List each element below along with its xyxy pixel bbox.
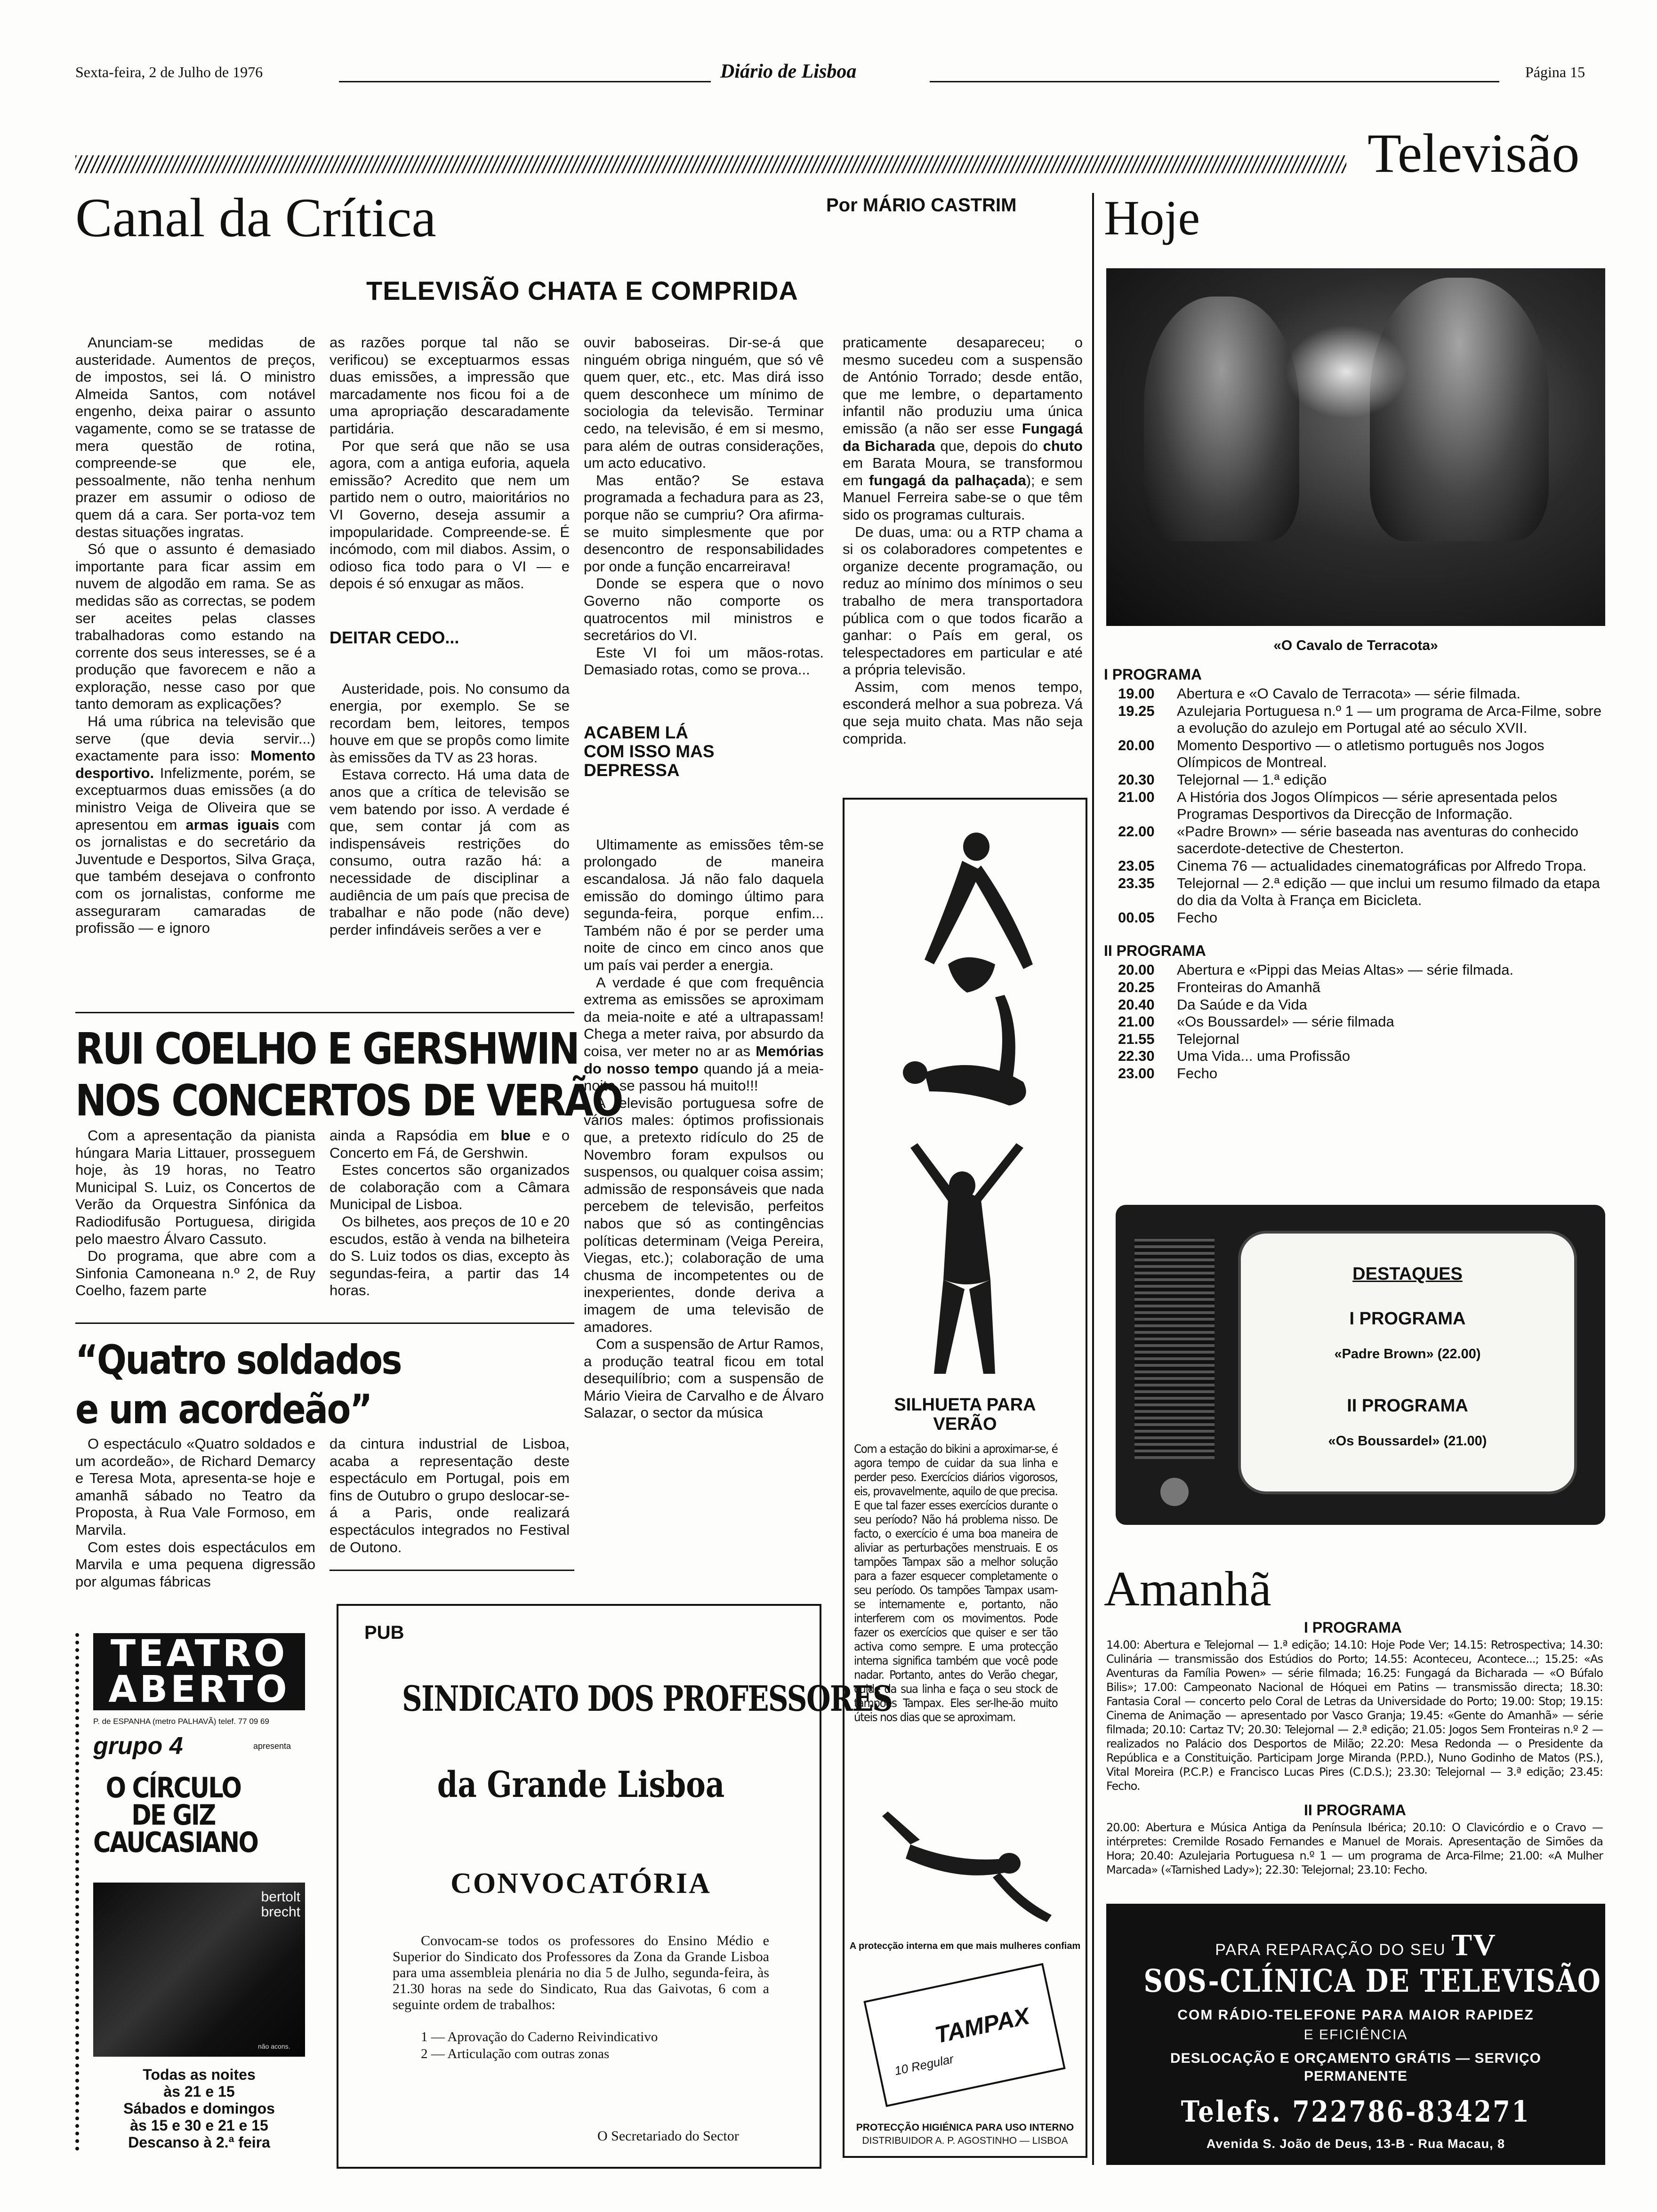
sindicato-title-1: SINDICATO DOS PROFESSORES	[402, 1679, 893, 1719]
destaques-title: DESTAQUES	[1352, 1264, 1463, 1284]
section-title: Televisão	[1367, 122, 1580, 184]
teatro-note: não acons.	[258, 2043, 290, 2050]
sos-line-1: PARA REPARAÇÃO DO SEU TV	[1215, 1928, 1496, 1962]
critica-col3	[584, 334, 824, 1422]
hoje-divider	[1092, 193, 1094, 2165]
sos-ad	[1106, 1904, 1605, 2165]
schedule-row	[1118, 996, 1608, 1014]
sindicato-pub: PUB	[364, 1622, 404, 1643]
teatro-group: grupo 4	[93, 1732, 183, 1760]
photo-figure-left	[1144, 297, 1299, 541]
schedule-row	[1118, 875, 1608, 909]
sos-line-5: DESLOCAÇÃO E ORÇAMENTO GRÁTIS — SERVIÇO	[1170, 2051, 1541, 2066]
schedule-row	[1118, 858, 1608, 875]
concertos-para: Os bilhetes, aos preços de 10 e 20 escudos, estão à venda na bilheteira do S. Luiz todos os dias, excepto às segundas-feira, a partir das 14 horas.	[330, 1213, 570, 1299]
tampax-title-2: VERÃO	[933, 1414, 997, 1434]
critica-para: Com a suspensão de Artur Ramos, a produção teatral ficou em total desequilíbrio; com a suspensão de Mário Vieira de Carvalho e de Álvaro Salazar, o sector da música	[584, 1336, 824, 1421]
hoje-p2-list	[1104, 962, 1608, 1082]
critica-para: Anunciam-se medidas de austeridade. Aumentos de preços, de impostos, sei lá. O ministro Almeida Santos, com notável engenho, deixa pairar o assunto vagamente, como se se tratasse de mera questão de rotina, compreende-se que ele, pessoalmente, não tenha nenhum prazer em assumir o odioso de quem dá a cara. Ser porta-voz tem destas situações ingratas.	[75, 334, 315, 540]
masthead-rule-left	[339, 81, 711, 82]
schedule-row	[1118, 703, 1608, 737]
schedule-time: 19.00	[1118, 685, 1155, 702]
schedule-row	[1118, 823, 1608, 858]
schedule-time: 20.00	[1118, 737, 1155, 753]
teatro-times-3: Sábados e domingos	[123, 2100, 275, 2117]
masthead-paper: Diário de Lisboa	[720, 61, 857, 82]
schedule-row	[1118, 685, 1608, 703]
sindicato-title-3: CONVOCATÓRIA	[450, 1867, 711, 1899]
sos-line-6: PERMANENTE	[1303, 2068, 1408, 2084]
schedule-desc: Da Saúde e da Vida	[1177, 996, 1307, 1013]
tampax-footer-2: DISTRIBUIDOR A. P. AGOSTINHO — LISBOA	[862, 2135, 1068, 2146]
critica-col4	[843, 334, 1083, 747]
critica-para: Estava correcto. Há uma data de anos que a crítica de televisão se vem batendo por isso. A verdade é que, sem contar já com as indispensáveis restrições do consumo, outra razão há: a necessidade de disciplinar a audiência de um país que precisa de trabalhar e não pode (não deve) perder infindáveis serões a ver e	[330, 766, 570, 938]
critica-para: Assim, com menos tempo, esconderá melhor a sua pobreza. Vá que seja muito chata. Mas não seja comprida.	[843, 678, 1083, 747]
soldados-col2	[330, 1435, 570, 1556]
schedule-time: 21.00	[1118, 788, 1155, 805]
hoje-photo-caption: «O Cavalo de Terracota»	[1273, 638, 1438, 653]
schedule-desc: Telejornal — 2.ª edição — que inclui um resumo filmado da etapa do dia da Volta à França em Bicicleta.	[1177, 874, 1600, 909]
soldados-para: da cintura industrial de Lisboa, acaba a representação deste espectáculo em Portugal, pois em fins de Outubro o grupo deslocar-se-á a Paris, onde realizará espectáculos integrados no Festival de Outono.	[330, 1435, 570, 1555]
tampax-box	[863, 1963, 1065, 2107]
photo-figure-right	[1370, 278, 1549, 541]
schedule-time: 23.05	[1118, 857, 1155, 874]
schedule-row	[1118, 1031, 1608, 1048]
concertos-headline-2: NOS CONCERTOS DE VERÃO	[75, 1075, 622, 1126]
critica-para: ouvir baboseiras. Dir-se-á que ninguém obriga ninguém, que só vê quem quer, etc., etc. Mas dirá isso quem desconhece um mínimo de sociologia da televisão. Terminar cedo, na televisão, é em si mesmo, para além de outras considerações, um acto educativo.	[584, 334, 824, 472]
schedule-row	[1118, 909, 1608, 927]
section-hatch-band	[75, 155, 1346, 173]
teatro-logo: TEATRO ABERTO	[93, 1633, 305, 1710]
schedule-desc: Cinema 76 — actualidades cinematográficas por Alfredo Tropa.	[1177, 857, 1587, 874]
concertos-headline-1: RUI COELHO E GERSHWIN	[75, 1024, 579, 1074]
hoje-p1-list	[1104, 685, 1608, 926]
concertos-para: Do programa, que abre com a Sinfonia Camoneana n.º 2, de Ruy Coelho, fazem parte	[75, 1248, 315, 1299]
sindicato-sign: O Secretariado do Sector	[597, 2128, 739, 2144]
critica-para: Este VI foi um mãos-rotas. Demasiado rotas, como se prova...	[584, 644, 824, 678]
photo-light	[1285, 325, 1408, 419]
schedule-desc: Fronteiras do Amanhã	[1177, 978, 1321, 995]
critica-para: as razões porque tal não se verificou) se exceptuarmos essas duas emissões, a impressão que marcadamente nos ficou foi a de uma apropriação descaradamente partidária.	[330, 334, 570, 437]
tampax-ad	[843, 798, 1087, 2158]
soldados-headline-1: “Quatro soldados	[75, 1337, 401, 1384]
schedule-row	[1118, 1065, 1608, 1082]
masthead-date: Sexta-feira, 2 de Julho de 1976	[75, 64, 263, 80]
teatro-aberto-ad	[75, 1633, 311, 2151]
tampax-text: Com a estação do bikini a aproximar-se, é agora tempo de cuidar da sua linha e perder peso. Exercícios diários vigorosos, eis, provavelmente, aquilo de que precisa. E que tal fazer esses exercícios durante o seu período? Não há problema nisso. De facto, o exercício é uma boa maneira de aliviar as perturbações menstruais. E os tampões Tampax são a melhor solução para a fazer esquecer completamente o seu período. Os tampões Tampax usam-se internamente e, portanto, não interferem com os movimentos. Pode fazer os exercícios que quiser e ser tão activa como sempre. E uma protecção interna significa também que você pode nadar. Portanto, antes do Verão chegar, cuide da sua linha e faça o seu stock de tampões Tampax. Eles ser-lhe-ão muito úteis nos dias que se aproximam.	[854, 1442, 1058, 1724]
concertos-col1	[75, 1127, 315, 1299]
schedule-desc: Momento Desportivo — o atletismo português nos Jogos Olímpicos de Montreal.	[1177, 737, 1544, 771]
schedule-time: 22.00	[1118, 823, 1155, 840]
sos-phone: Telefs. 722786-834271	[1181, 2094, 1531, 2129]
hoje-p1-title: I PROGRAMA	[1104, 666, 1202, 683]
schedule-time: 21.55	[1118, 1030, 1155, 1047]
schedule-desc: Fecho	[1177, 909, 1218, 926]
critica-para: A televisão portuguesa sofre de vários males: óptimos profissionais que, a pretexto ridículo do 25 de Novembro foram expulsos ou suspensos, ou qualquer coisa assim; admissão de responsáveis que nada percebem de televisão, perfeitos nabos que só as contingências políticas determinam (Veiga Pereira, Viegas, etc.); colaboração de uma chusma de incompetentes ou de inexperientes, donde deriva a imagem de uma televisão de amadores.	[584, 1094, 824, 1335]
teatro-presents: apresenta	[253, 1741, 291, 1751]
schedule-desc: A História dos Jogos Olímpicos — série apresentada pelos Programas Desportivos da Direcção de Informação.	[1177, 788, 1558, 823]
critica-headline: TELEVISÃO CHATA E COMPRIDA	[366, 276, 798, 305]
concertos-para: Estes concertos são organizados de colaboração com a Câmara Municipal de Lisboa.	[330, 1162, 570, 1213]
schedule-desc: Abertura e «O Cavalo de Terracota» — série filmada.	[1177, 685, 1521, 702]
schedule-row	[1118, 979, 1608, 996]
schedule-row	[1118, 789, 1608, 823]
tampax-title-1: SILHUETA PARA	[894, 1395, 1036, 1415]
critica-para: Austeridade, pois. No consumo da energia, por exemplo. Se se recordam bem, leitores, tempos houve em que se propôs como limite às emissões da TV as 23 horas.	[330, 680, 570, 766]
concertos-para: Com a apresentação da pianista húngara Maria Littauer, prosseguem hoje, às 19 horas, no Teatro Municipal S. Luiz, os Concertos de Verão da Orquestra Sinfónica da Radiodifusão Portuguesa, dirigida pelo maestro Álvaro Cassuto.	[75, 1127, 315, 1247]
schedule-desc: Uma Vida... uma Profissão	[1177, 1048, 1351, 1065]
schedule-desc: «Os Boussardel» — série filmada	[1177, 1013, 1394, 1030]
sos-line-4: E EFICIÊNCIA	[1303, 2027, 1408, 2043]
schedule-time: 23.00	[1118, 1065, 1155, 1082]
tv-knob-1	[1160, 1478, 1189, 1506]
destaques-tv	[1116, 1205, 1605, 1525]
critica-para: A verdade é que com frequência extrema as emissões se aproximam da meia-noite e até a ultrapassam! Chega a meter raiva, por absurdo da coisa, ver meter no ar as Memórias do nosso tempo quando já a meia-noite se passou há muito!!!	[584, 974, 824, 1094]
tampax-box-label: 10 Regular	[893, 2052, 955, 2078]
critica-para: Mas então? Se estava programada a fechadura para as 23, porque não se cumpriu? Ora afirma-se muito simplesmente que por desencontro de responsabilidades por onde a função encarreirava!	[584, 472, 824, 575]
swimmer-figure	[854, 1807, 1075, 1929]
schedule-time: 20.40	[1118, 996, 1155, 1013]
teatro-address: P. de ESPANHA (metro PALHAVÃ) telef. 77 09 69	[93, 1717, 269, 1726]
soldados-rule-bottom	[330, 1570, 574, 1571]
destaques-p2-item: «Os Boussardel» (21.00)	[1328, 1434, 1487, 1449]
critica-para: praticamente desapareceu; o mesmo sucedeu com a suspensão de António Torrado; desde então, que me lembre, o departamento infantil não produziu uma única emissão (a não ser esse Fungagá da Bicharada que, depois do chuto em Barata Moura, se transformou em fungagá da palhaçada); e sem Manuel Ferreira sabe-se o que têm sido os programas culturais.	[843, 334, 1083, 523]
schedule-row	[1118, 1013, 1608, 1031]
soldados-headline-2: e um acordeão”	[75, 1386, 371, 1433]
critica-col1	[75, 334, 315, 937]
schedule-desc: Telejornal — 1.ª edição	[1177, 771, 1327, 788]
column-title: Canal da Crítica	[75, 187, 436, 248]
teatro-author: bertolt brecht	[261, 1889, 300, 1920]
sindicato-text: Convocam-se todos os professores do Ensino Médio e Superior do Sindicato dos Professores da Zona da Grande Lisboa para uma assembleia plenária no dia 5 de Julho, segunda-feira, às 21.30 horas na sede do Sindicato, Rua das Gaivotas, 6 com a seguinte ordem de trabalhos:	[393, 1933, 769, 2012]
subhead-acabem: ACABEM LÁ COM ISSO MAS DEPRESSA	[584, 722, 715, 780]
schedule-row	[1118, 962, 1608, 979]
schedule-row	[1118, 737, 1608, 771]
destaques-p2: II PROGRAMA	[1347, 1396, 1468, 1416]
schedule-time: 00.05	[1118, 909, 1155, 926]
amanha-title: Amanhã	[1104, 1561, 1271, 1616]
critica-para: Por que será que não se usa agora, com a antiga euforia, aquela emissão? Acredito que nem um partido nem o outro, maioritários no VI Governo, deseja assumir a impopularidade. Compreende-se. É incómodo, com mil diabos. Assim, o odioso fica todo para o VI — e depois é só enxugar as mãos.	[330, 437, 570, 592]
subhead-deitar-cedo: DEITAR CEDO...	[330, 627, 459, 647]
hoje-p2-title: II PROGRAMA	[1104, 942, 1206, 960]
destaques-p1-item: «Padre Brown» (22.00)	[1334, 1346, 1481, 1362]
critica-para: Há uma rúbrica na televisão que serve (que devia servir...) exactamente para isso: Momento desportivo. Infelizmente, porém, se exceptuarmos duas emissões (a do ministro Veiga de Oliveira que se apresentou em armas iguais com os jornalistas e do secretário da Juventude e Desportos, Silva Graça, que também desejava o confronto com os jornalistas, conforme me asseguraram camaradas de profissão — e ignoro	[75, 713, 315, 937]
byline: Por MÁRIO CASTRIM	[826, 195, 1017, 216]
silhouette-figures	[854, 809, 1080, 1383]
sindicato-title-2: da Grande Lisboa	[437, 1763, 725, 1805]
schedule-desc: Azulejaria Portuguesa n.º 1 — um programa de Arca-Filme, sobre a evolução do azulejo em Portugal até ao século XVII.	[1177, 702, 1602, 737]
teatro-times-4: às 15 e 30 e 21 e 15	[130, 2117, 268, 2134]
schedule-time: 21.00	[1118, 1013, 1155, 1030]
sos-line-3: COM RÁDIO-TELEFONE PARA MAIOR RAPIDEZ	[1177, 2007, 1534, 2023]
schedule-desc: Abertura e «Pippi das Meias Altas» — série filmada.	[1177, 962, 1514, 978]
schedule-row	[1118, 771, 1608, 789]
amanha-p2-title: II PROGRAMA	[1304, 1802, 1406, 1819]
schedule-time: 19.25	[1118, 702, 1155, 719]
teatro-times-1: Todas as noites	[143, 2066, 256, 2083]
sindicato-item-1: 1 — Aprovação do Caderno Reivindicativo	[421, 2029, 658, 2044]
concertos-para: ainda a Rapsódia em blue e o Concerto em Fá, de Gershwin.	[330, 1127, 570, 1161]
sindicato-ad	[337, 1604, 893, 2169]
hoje-title: Hoje	[1104, 190, 1200, 245]
schedule-row	[1118, 1048, 1608, 1065]
teatro-play: O CÍRCULO DE GIZ CAUCASIANO	[93, 1771, 258, 1859]
critica-col2	[330, 334, 570, 938]
schedule-time: 20.25	[1118, 978, 1155, 995]
tampax-tag: A protecção interna em que mais mulheres confiam	[849, 1941, 1081, 1951]
schedule-desc: Fecho	[1177, 1065, 1218, 1082]
tampax-brand: TAMPAX	[933, 2003, 1032, 2049]
tv-screen	[1238, 1231, 1577, 1494]
tampax-footer-1: PROTECÇÃO HIGIÉNICA PARA USO INTERNO	[856, 2122, 1074, 2133]
soldados-para: Com estes dois espectáculos em Marvila e uma pequena digressão por algumas fábricas	[75, 1539, 315, 1590]
concertos-rule-top	[75, 1012, 574, 1013]
schedule-time: 22.30	[1118, 1048, 1155, 1065]
sos-line-2: SOS-CLÍNICA DE TELEVISÃO	[1143, 1963, 1601, 1999]
cavalo-terracota-photo	[1106, 268, 1605, 626]
tv-speaker	[1134, 1238, 1215, 1459]
amanha-p1: 14.00: Abertura e Telejornal — 1.ª edição; 14.10: Hoje Pode Ver; 14.15: Retrospectiva; 14.30: Culinária — transmissão dos Estúdios do Porto; 14.55: Aconteceu, Acontece...; 15.25: «As Aventuras da Família Powen» — série filmada; 16.25: Fungagá da Bicharada — «O Búfalo Bilis»; 17.00: Campeonato Nacional de Hóquei em Patins — transmissão directa; 18.30: Fantasia Coral — concerto pelo Coral de Letras da Universidade do Porto; 19.00: Stop; 19.15: Cinema de Animação — apresentado por Vasco Granja; 19.45: «Gente do Amanhã» — série filmada; 20.10: Cartaz TV; 20.30: Telejornal — 2.ª edição; 21.05: Jogos Sem Fronteiras n.º 2 — realizados no Palácio dos Desportos de Milão; 22.20: Mesa Redonda — o Presidente da República e a Constituição. Participam Jorge Miranda (P.P.D.), Nuno Godinho de Matos (P.S.), Vital Moreira (P.C.P.) e Francisco Lucas Pires (C.D.S.); 23.30: Telejornal — 3.ª edição; 23.45: Fecho.	[1106, 1638, 1603, 1793]
amanha-p2: 20.00: Abertura e Música Antiga da Península Ibérica; 20.10: O Clavicórdio e o Cravo — intérpretes: Cremilde Rosado Fernandes e Manuel de Morais. Apresentação de Simões da Hora; 20.40: Azulejaria Portuguesa n.º 1 — um programa de Arca-Filme; 21.00: «A Mulher Marcada» («Tarnished Lady»); 22.30: Telejornal; 23.10: Fecho.	[1106, 1821, 1603, 1876]
soldados-rule-top	[75, 1322, 574, 1324]
schedule-time: 20.30	[1118, 771, 1155, 788]
critica-para: Só que o assunto é demasiado importante para ficar assim em nuvem de algodão em rama. Se as medidas são as correctas, se podem ser aceites pelas classes trabalhadoras como estando na corrente dos seus interesses, se é a produção que favorecem e não a exploração, nesse caso por que tanto demoram as explicações?	[75, 541, 315, 713]
critica-para: Donde se espera que o novo Governo não comporte os quatrocentos mil ministros e secretários do VI.	[584, 575, 824, 644]
teatro-times-2: às 21 e 15	[163, 2083, 235, 2100]
critica-para: Ultimamente as emissões têm-se prolongado de maneira escandalosa. Já não falo daquela emissão do domingo último para segunda-feira, porque enfim... Também não é por se perder uma noite de cinco em cinco anos que um país vai perder a energia.	[584, 836, 824, 974]
soldados-col1	[75, 1435, 315, 1590]
schedule-desc: «Padre Brown» — série baseada nas aventuras do conhecido sacerdote-detective de Chesterton.	[1177, 823, 1579, 857]
amanha-p1-title: I PROGRAMA	[1304, 1619, 1402, 1636]
sos-address: Avenida S. João de Deus, 13-B - Rua Macau, 8	[1206, 2137, 1505, 2151]
sindicato-item-2: 2 — Articulação com outras zonas	[421, 2046, 610, 2061]
schedule-time: 20.00	[1118, 962, 1155, 978]
schedule-time: 23.35	[1118, 874, 1155, 891]
critica-para: De duas, uma: ou a RTP chama a si os colaboradores competentes e organize decente programação, ou reduz ao mínimo dos mínimos o seu trabalho de mera transportadora pública com o que todos ficarão a ganhar: o País em geral, os telespectadores em particular e até a própria televisão.	[843, 523, 1083, 678]
concertos-col2	[330, 1127, 570, 1299]
hoje-schedule	[1104, 666, 1608, 1082]
schedule-desc: Telejornal	[1177, 1030, 1239, 1047]
masthead-rule-right	[930, 81, 1499, 82]
masthead-page: Página 15	[1525, 64, 1585, 80]
destaques-p1: I PROGRAMA	[1349, 1309, 1466, 1329]
soldados-para: O espectáculo «Quatro soldados e um acordeão», de Richard Demarcy e Teresa Mota, apresenta-se hoje e amanhã sábado no Teatro da Proposta, à Rua Vale Formoso, em Marvila.	[75, 1435, 315, 1538]
teatro-times-5: Descanso à 2.ª feira	[128, 2134, 270, 2151]
